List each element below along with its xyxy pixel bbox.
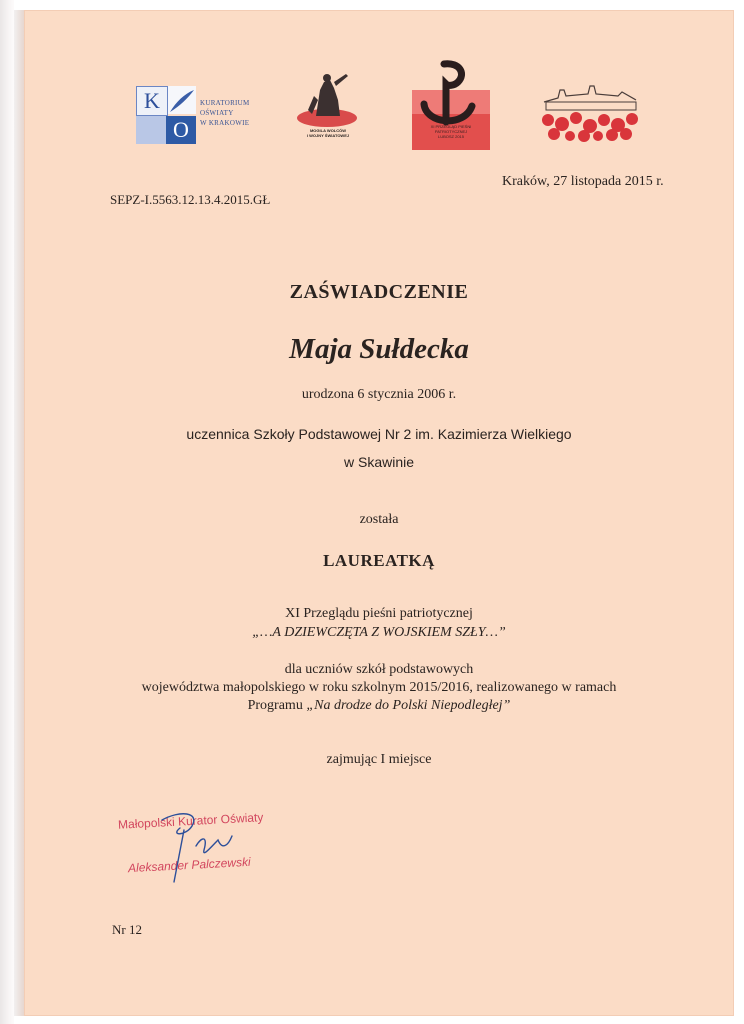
became-label: została xyxy=(359,512,399,527)
place-date: Kraków, 27 listopada 2015 r. xyxy=(502,174,664,189)
recipient-name: Maja Sułdecka xyxy=(289,333,469,365)
scanner-edge xyxy=(0,0,14,1024)
soldiers-icon xyxy=(294,70,360,130)
audience-line-2: województwa małopolskiego w roku szkolnym 2015/2016, realizowanego w ramach xyxy=(141,680,617,695)
kuratorium-text: KURATORIUM OŚWIATY W KRAKOWIE xyxy=(200,99,250,127)
placement: zajmując I miejsce xyxy=(326,752,432,767)
document-reference: SEPZ-I.5563.12.13.4.2015.GŁ xyxy=(110,192,271,207)
warriors-logo: MOGILA WOLCÓW I WOJNY ŚWIATOWEJ xyxy=(294,70,360,146)
logo-letter-k: K xyxy=(136,86,168,116)
program-line xyxy=(24,698,734,714)
polska-walczaca-logo: XI PRZEGLĄD PIEŚNI PATRIOTYCZNEJ LUBOSZ 2015 xyxy=(410,60,492,152)
school-line-1: uczennica Szkoły Podstawowej Nr 2 im. Kazimierza Wielkiego xyxy=(186,426,572,442)
castle-icon xyxy=(538,80,642,142)
stamp-line-2: Aleksander Palczewski xyxy=(127,854,252,876)
review-line: XI Przeglądu pieśni patriotycznej xyxy=(285,606,473,621)
school-line-2: w Skawinie xyxy=(343,454,415,470)
birth-date: urodzona 6 stycznia 2006 r. xyxy=(301,387,457,402)
signature xyxy=(140,806,250,886)
certificate-title: ZAŚWIADCZENIE xyxy=(289,281,469,303)
kuratorium-logo xyxy=(136,86,266,146)
page-shadow xyxy=(14,10,24,1016)
song-title: „…A DZIEWCZĘTA Z WOJSKIEM SZŁY…” xyxy=(252,625,506,640)
award-title: LAUREATKĄ xyxy=(323,551,435,570)
certificate-number: Nr 12 xyxy=(112,922,142,937)
quill-icon xyxy=(166,88,196,114)
stamp-line-1: Małopolski Kurator Oświaty xyxy=(117,810,264,832)
castle-poppies-logo xyxy=(538,80,642,142)
logo-letter-o: O xyxy=(166,116,196,144)
program-name: „Na drodze do Polski Niepodległej” xyxy=(306,698,511,713)
audience-line-1: dla uczniów szkół podstawowych xyxy=(284,662,474,677)
program-prefix: Programu xyxy=(247,698,307,713)
